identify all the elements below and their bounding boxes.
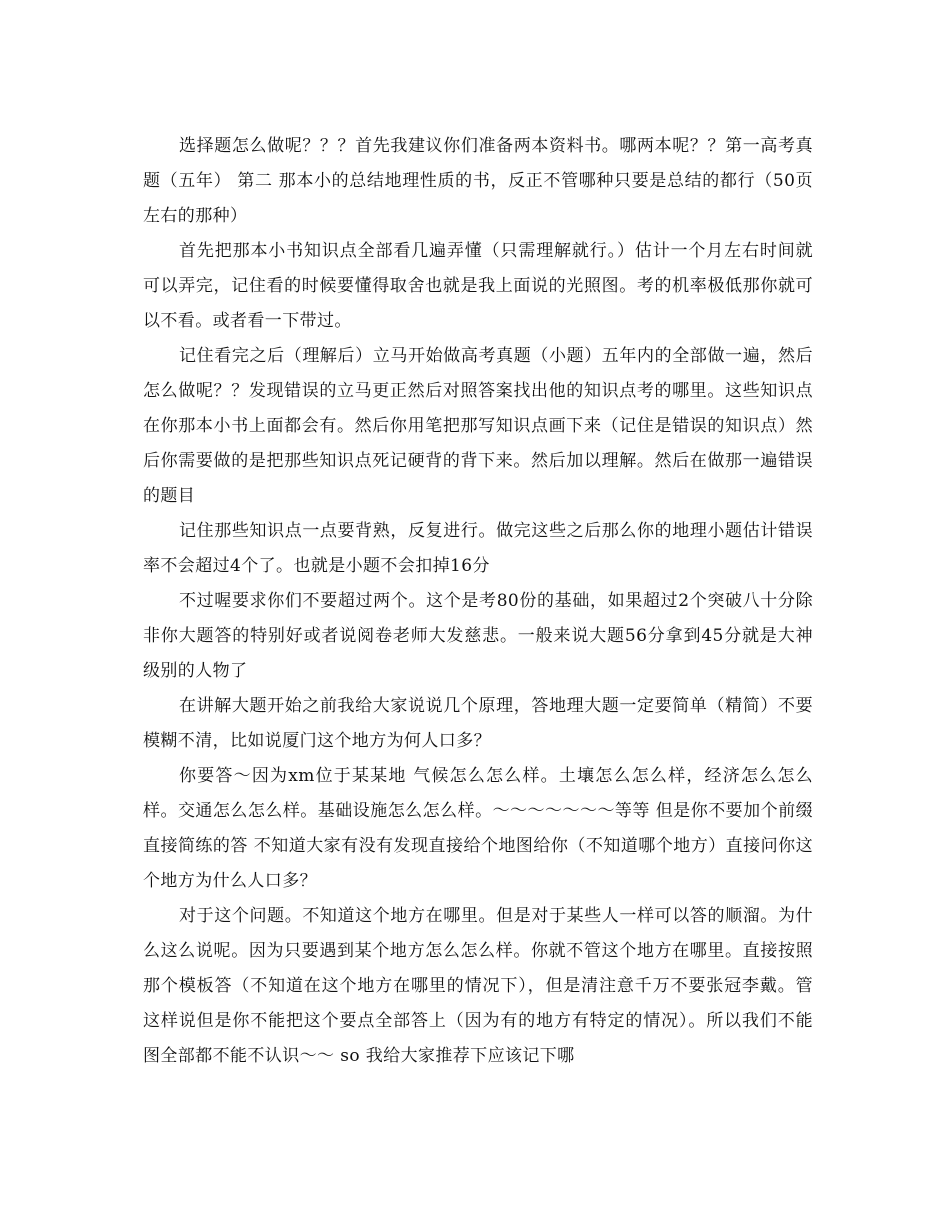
paragraph-4: 记住那些知识点一点要背熟，反复进行。做完这些之后那么你的地理小题估计错误率不会超过4个了。也就是小题不会扣掉16分 [143,521,813,576]
paragraph-7: 你要答～因为xm位于某某地 气候怎么怎么样。土壤怎么怎么样，经济怎么怎么样。交通怎么怎么样。基础设施怎么怎么样。～～～～～～～等等 但是你不要加个前缀直接简练的答 不知道大家有没有发现直接给个地图给你（不知道哪个地方）直接问你这个地方为什么人口多？ [143,766,813,891]
paragraph-5: 不过喔要求你们不要超过两个。这个是考80份的基础，如果超过2个突破八十分除非你大题答的特别好或者说阅卷老师大发慈悲。一般来说大题56分拿到45分就是大神级别的人物了 [143,591,813,681]
document-body [143,129,813,1074]
paragraph-1: 选择题怎么做呢？？？首先我建议你们准备两本资料书。哪两本呢？？第一高考真题（五年） 第二 那本小的总结地理性质的书，反正不管哪种只要是总结的都行（50页左右的那种） [143,136,813,226]
paragraph-8: 对于这个问题。不知道这个地方在哪里。但是对于某些人一样可以答的顺溜。为什么这么说呢。因为只要遇到某个地方怎么怎么样。你就不管这个地方在哪里。直接按照那个模板答（不知道在这个地方在哪里的情况下），但是清注意千万不要张冠李戴。管这样说但是你不能把这个要点全部答上（因为有的地方有特定的情况）。所以我们不能图全部都不能不认识～～ so 我给大家推荐下应该记下哪 [143,906,813,1066]
paragraph-6: 在讲解大题开始之前我给大家说说几个原理，答地理大题一定要简单（精简）不要模糊不清，比如说厦门这个地方为何人口多？ [143,696,813,751]
paragraph-3: 记住看完之后（理解后）立马开始做高考真题（小题）五年内的全部做一遍，然后怎么做呢？？发现错误的立马更正然后对照答案找出他的知识点考的哪里。这些知识点在你那本小书上面都会有。然后你用笔把那写知识点画下来（记住是错误的知识点）然后你需要做的是把那些知识点死记硬背的背下来。然后加以理解。然后在做那一遍错误的题目 [143,346,813,506]
paragraph-2: 首先把那本小书知识点全部看几遍弄懂（只需理解就行。）估计一个月左右时间就可以弄完，记住看的时候要懂得取舍也就是我上面说的光照图。考的机率极低那你就可以不看。或者看一下带过。 [143,241,813,331]
